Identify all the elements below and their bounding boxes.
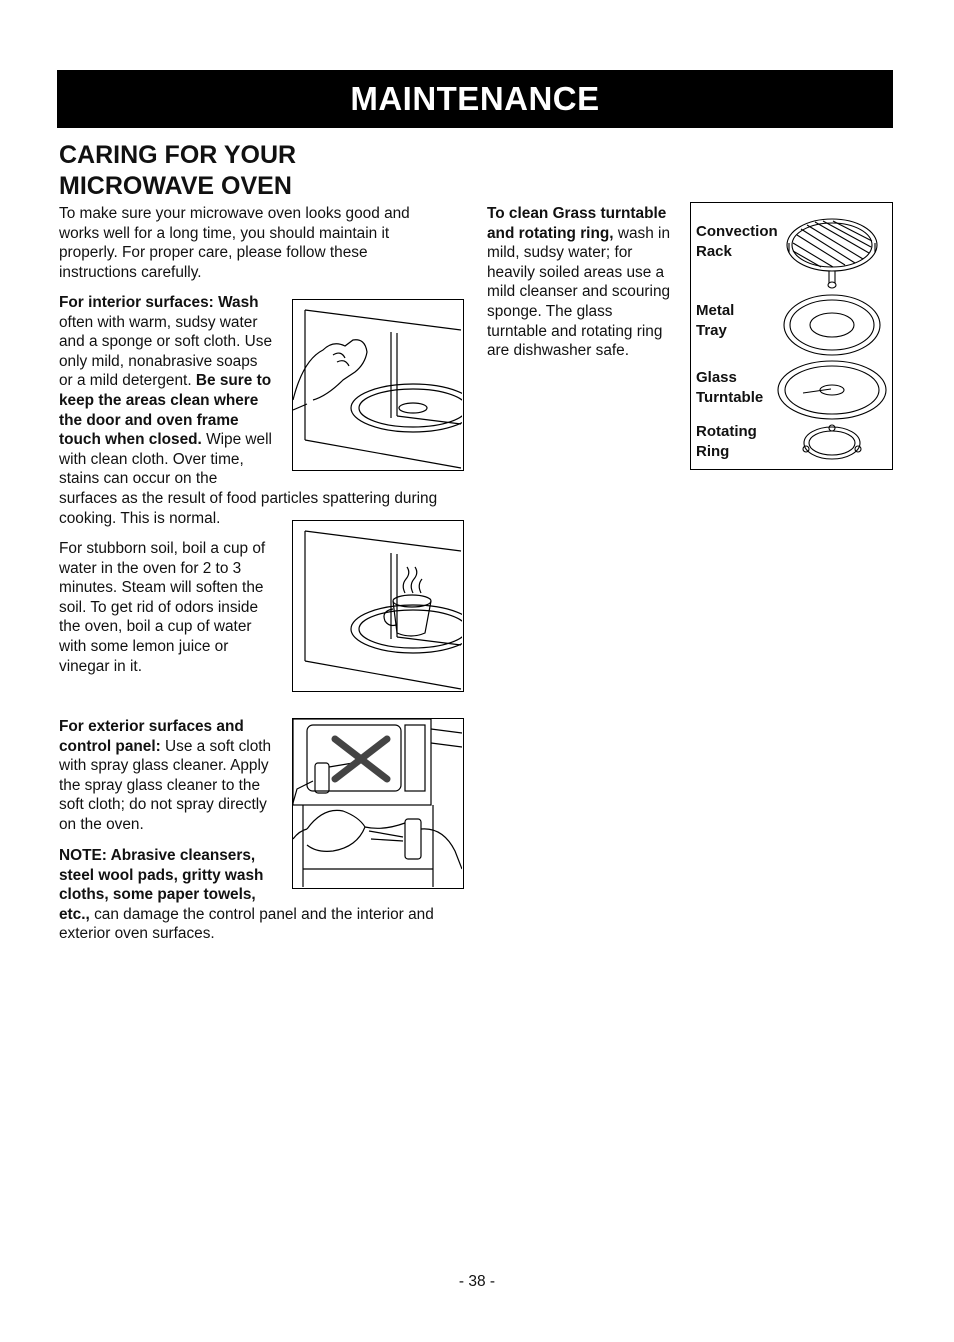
- turntable-line: are dishwasher safe.: [487, 342, 630, 360]
- note-line: exterior oven surfaces.: [59, 925, 215, 943]
- parts-diagram: [690, 202, 893, 470]
- stubborn-line: the oven, boil a cup of water: [59, 618, 252, 636]
- intro-line: properly. For proper care, please follow these: [59, 244, 368, 262]
- part-label-glass-turntable: [696, 368, 763, 407]
- stubborn-soil-paragraph: [59, 539, 287, 676]
- section-title-line2: MICROWAVE OVEN: [59, 172, 292, 200]
- parts-illustrations: [775, 213, 889, 463]
- rotating-ring-icon: [803, 425, 861, 459]
- interior-warning: Be sure to: [195, 372, 272, 390]
- stubborn-line: with some lemon juice or: [59, 637, 229, 655]
- interior-warning: keep the areas clean where: [59, 391, 259, 409]
- section-title-line1: CARING FOR YOUR: [59, 141, 297, 169]
- turntable-paragraph: [487, 204, 687, 361]
- exterior-line: the spray glass cleaner to the: [59, 776, 261, 794]
- turntable-line: sponge. The glass: [487, 302, 613, 320]
- interior-line: with clean cloth. Over time,: [59, 450, 244, 468]
- part-label-rotating-ring: [696, 422, 757, 461]
- section-title: [59, 140, 296, 202]
- wipe-interior-illustration: [292, 299, 464, 471]
- note-line: etc.,: [59, 905, 90, 923]
- hand-wiping-icon: [293, 300, 462, 469]
- glass-turntable-icon: [778, 361, 886, 419]
- part-label-convection-rack: [696, 222, 778, 261]
- stubborn-line: For stubborn soil, boil a cup of: [59, 540, 266, 557]
- turntable-line: mild, sudsy water; for: [487, 244, 633, 262]
- metal-tray-icon: [784, 295, 880, 355]
- interior-heading: For interior surfaces: Wash: [59, 294, 259, 311]
- note-paragraph: [59, 846, 479, 944]
- turntable-heading: To clean Grass turntable: [487, 205, 667, 222]
- interior-line: often with warm, sudsy water: [59, 313, 258, 331]
- turntable-line: wash in: [613, 224, 671, 242]
- part-label-line: Tray: [696, 321, 727, 339]
- part-label-line: Rack: [696, 242, 732, 260]
- stubborn-line: vinegar in it.: [59, 657, 142, 675]
- interior-warning: touch when closed.: [59, 431, 202, 449]
- page-title: MAINTENANCE: [350, 80, 600, 117]
- note-line: steel wool pads, gritty wash: [59, 866, 264, 884]
- convection-rack-icon: [787, 219, 877, 288]
- header-banner: [57, 70, 893, 128]
- turntable-line: mild cleanser and scouring: [487, 283, 671, 301]
- page-number: - 38 -: [458, 1273, 496, 1290]
- turntable-line: turntable and rotating ring: [487, 322, 663, 340]
- note-line: NOTE: Abrasive cleansers,: [59, 847, 256, 864]
- interior-line: and a sponge or soft cloth. Use: [59, 333, 273, 351]
- interior-line: only mild, nonabrasive soaps: [59, 352, 258, 370]
- stubborn-line: minutes. Steam will soften the: [59, 579, 264, 597]
- part-label-line: Convection: [696, 223, 778, 240]
- part-label-line: Ring: [696, 442, 730, 460]
- exterior-heading: For exterior surfaces and: [59, 718, 244, 735]
- steaming-cup-icon: [293, 521, 462, 690]
- part-label-line: Rotating: [696, 423, 757, 440]
- stubborn-line: soil. To get rid of odors inside: [59, 598, 259, 616]
- intro-line: works well for a long time, you should maintain it: [59, 224, 390, 242]
- exterior-heading: control panel:: [59, 737, 161, 755]
- exterior-line: Use a soft cloth: [160, 737, 272, 755]
- interior-line: stains can occur on the: [59, 470, 218, 488]
- part-label-line: Turntable: [696, 388, 764, 406]
- note-line: can damage the control panel and the interior and: [89, 905, 434, 923]
- interior-warning: the door and oven frame: [59, 411, 239, 429]
- boil-water-illustration: [292, 520, 464, 692]
- part-label-metal-tray: [696, 301, 734, 340]
- interior-line: Wipe well: [201, 431, 272, 449]
- exterior-line: soft cloth; do not spray directly: [59, 796, 267, 814]
- intro-line: To make sure your microwave oven looks good and: [59, 205, 410, 222]
- turntable-heading: and rotating ring,: [487, 224, 614, 242]
- note-line: cloths, some paper towels,: [59, 886, 256, 904]
- stubborn-line: water in the oven for 2 to 3: [59, 559, 242, 577]
- intro-line: instructions carefully.: [59, 263, 202, 281]
- interior-line: surfaces as the result of food particles spattering during: [59, 489, 438, 507]
- turntable-line: heavily soiled areas use a: [487, 263, 665, 281]
- exterior-line: on the oven.: [59, 815, 144, 833]
- part-label-line: Metal: [696, 302, 735, 319]
- part-label-line: Glass: [696, 369, 737, 386]
- exterior-line: with spray glass cleaner. Apply: [59, 757, 269, 775]
- interior-line: cooking. This is normal.: [59, 509, 221, 527]
- exterior-paragraph: [59, 717, 289, 835]
- interior-line: or a mild detergent.: [59, 372, 196, 390]
- intro-paragraph: [59, 204, 459, 282]
